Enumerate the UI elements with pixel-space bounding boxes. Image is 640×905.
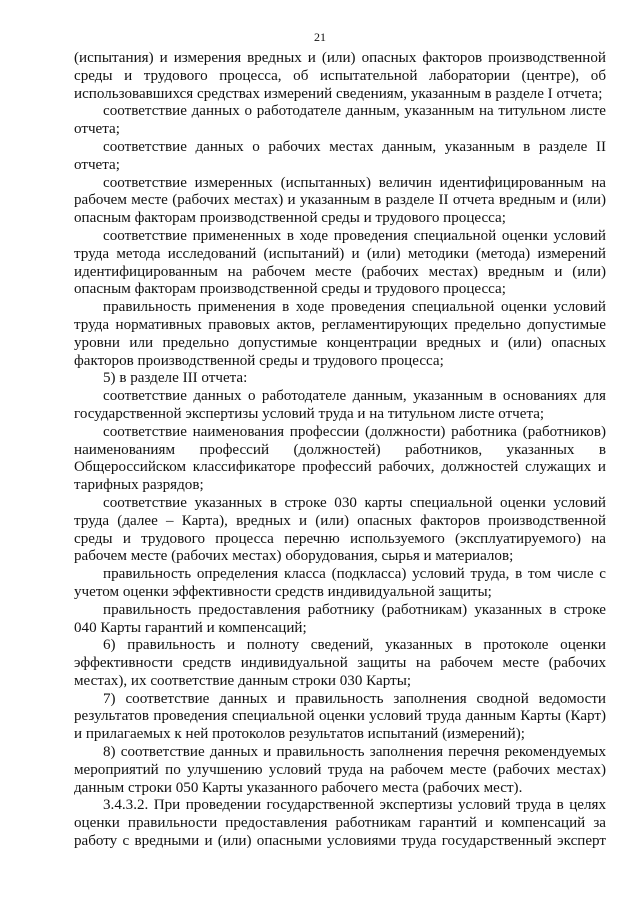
paragraph: соответствие указанных в строке 030 карты специальной оценки условий труда (далее – Карта), вредных и (или) опасных факторов производственной среды и трудового процесса перечню используемого (эксплуатируемого) на рабочем месте (рабочих местах) оборудования, сырья и материалов; xyxy=(74,494,606,565)
paragraph: соответствие данных о работодателе данным, указанным в основаниях для государственной экспертизы условий труда и на титульном листе отчета; xyxy=(74,388,606,422)
paragraph: соответствие примененных в ходе проведения специальной оценки условий труда метода исследований (испытаний) и (или) методики (метода) измерений идентифицированным на рабочем месте (рабочих местах) вредным и (или) опасным факторам производственной среды и трудового процесса; xyxy=(74,227,606,298)
paragraph: правильность предоставления работнику (работникам) указанных в строке 040 Карты гарантий и компенсаций; xyxy=(74,601,606,636)
paragraph: 5) в разделе III отчета: xyxy=(103,370,248,387)
page-number: 21 xyxy=(314,30,326,44)
paragraph: правильность применения в ходе проведения специальной оценки условий труда нормативных правовых актов, регламентирующих предельно допустимые уровни или предельно допустимые концентрации вредных и (или) опасных факторов производственной среды и трудового процесса; xyxy=(74,299,606,369)
paragraph: соответствие данных о работодателе данным, указанным на титульном листе отчета; xyxy=(74,103,606,138)
paragraph: соответствие наименования профессии (должности) работника (работников) наименованиям профессий (должностей) работников, указанных в Общероссийском классификаторе профессий рабочих, должностей служащих и тарифных разрядов; xyxy=(74,423,606,494)
paragraph: 6) правильность и полноту сведений, указанных в протоколе оценки эффективности средств индивидуальной защиты на рабочем месте (рабочих местах), их соответствие данным строки 030 Карты; xyxy=(74,637,606,689)
paragraph: 7) соответствие данных и правильность заполнения сводной ведомости результатов проведения специальной оценки условий труда данным Карты (Карт) и прилагаемых к ней протоколов результатов испытаний (измерений); xyxy=(74,690,606,743)
paragraph: 8) соответствие данных и правильность заполнения перечня рекомендуемых мероприятий по улучшению условий труда на рабочем месте (рабочих местах) данным строки 050 Карты указанного рабочего места (рабочих мест). xyxy=(74,744,606,796)
paragraph: соответствие измеренных (испытанных) величин идентифицированным на рабочем месте (рабочих местах) и указанным в разделе II отчета вредным и (или) опасным факторам производственной среды и трудового процесса; xyxy=(74,174,606,227)
paragraph: правильность определения класса (подкласса) условий труда, в том числе с учетом оценки эффективности средств индивидуальной защиты; xyxy=(74,566,606,600)
document-body xyxy=(74,50,606,851)
paragraph: соответствие данных о рабочих местах данным, указанным в разделе II отчета; xyxy=(74,138,606,173)
paragraph: (испытания) и измерения вредных и (или) опасных факторов производственной среды и трудового процесса, об испытательной лаборатории (центре), об использовавшихся средствах измерений сведениям, указанным в разделе I отчета; xyxy=(74,50,606,102)
paragraph: 3.4.3.2. При проведении государственной экспертизы условий труда в целях оценки правильности предоставления работникам гарантий и компенсаций за работу с вредными и (или) опасными условиями труда государственный эксперт xyxy=(74,797,606,850)
